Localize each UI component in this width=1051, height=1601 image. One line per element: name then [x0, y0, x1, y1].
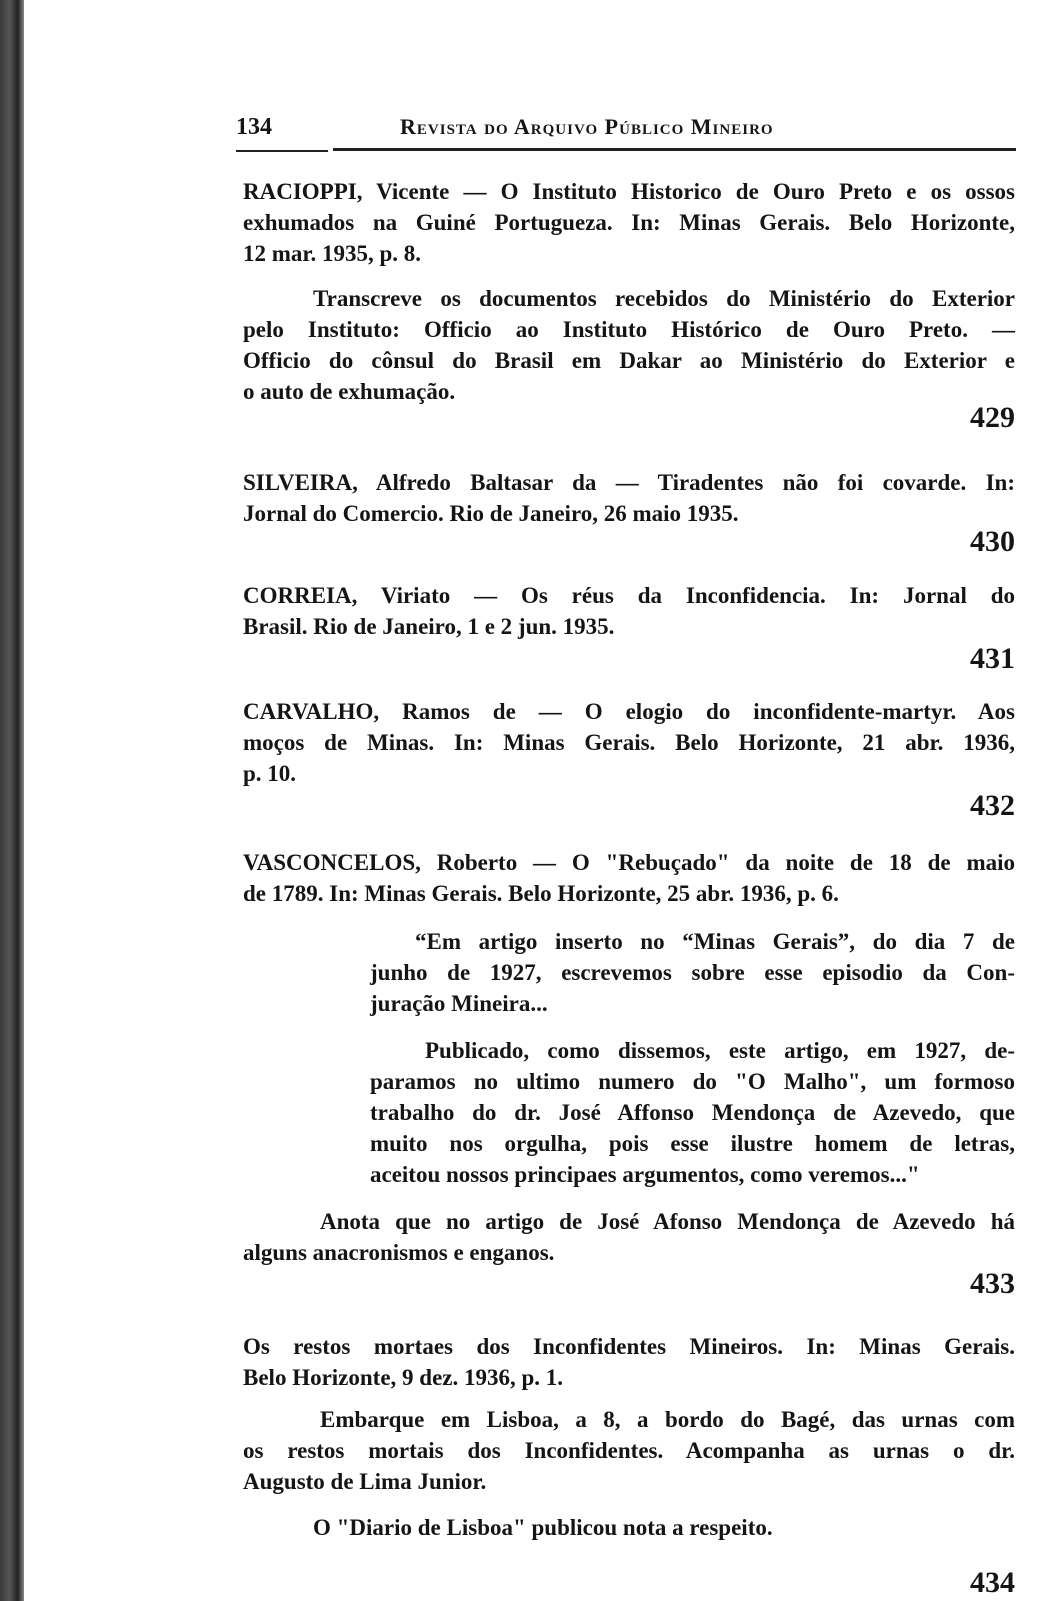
text-line: Officio do cônsul do Brasil em Dakar ao Ministério do Exterior e: [243, 348, 1015, 373]
page-number: 134: [236, 114, 272, 140]
text-line: muito nos orgulha, pois esse ilustre homem de letras,: [370, 1131, 1015, 1156]
text-line: alguns anacronismos e enganos.: [243, 1240, 555, 1265]
text-line: trabalho do dr. José Affonso Mendonça de Azevedo, que: [370, 1100, 1015, 1125]
entry-annotation: [243, 283, 1015, 407]
entry-annotation: [370, 1035, 1015, 1190]
text-line: p. 10.: [243, 761, 297, 786]
header-rule: [333, 148, 1016, 151]
text-line: de 1789. In: Minas Gerais. Belo Horizonte, 25 abr. 1936, p. 6.: [243, 881, 839, 906]
entry-number: 431: [970, 642, 1015, 675]
scanned-book-edge: [0, 0, 24, 1601]
text-line: Embarque em Lisboa, a 8, a bordo do Bagé, das urnas com: [320, 1407, 1015, 1432]
text-line: O "Diario de Lisboa" publicou nota a respeito.: [313, 1515, 773, 1540]
entry-number: 433: [970, 1267, 1015, 1300]
entry-annotation: [243, 1512, 1015, 1543]
text-line: Jornal do Comercio. Rio de Janeiro, 26 maio 1935.: [243, 501, 739, 526]
entry-citation: [243, 467, 1015, 529]
text-line: Anota que no artigo de José Afonso Mendonça de Azevedo há: [320, 1209, 1015, 1234]
text-line: Augusto de Lima Junior.: [243, 1469, 487, 1494]
entry-citation: [243, 696, 1015, 789]
header-rule: [236, 150, 328, 152]
text-line: Belo Horizonte, 9 dez. 1936, p. 1.: [243, 1365, 564, 1390]
text-line: Os restos mortaes dos Inconfidentes Mineiros. In: Minas Gerais.: [243, 1334, 1015, 1359]
text-line: RACIOPPI, Vicente — O Instituto Historico de Ouro Preto e os ossos: [243, 179, 1015, 204]
entry-annotation: [243, 1206, 1015, 1268]
entry-number: 429: [970, 401, 1015, 434]
text-line: os restos mortais dos Inconfidentes. Acompanha as urnas o dr.: [243, 1438, 1015, 1463]
text-line: CORREIA, Viriato — Os réus da Inconfidencia. In: Jornal do: [243, 583, 1015, 608]
text-line: Publicado, como dissemos, este artigo, em 1927, de-: [425, 1038, 1015, 1063]
entry-citation: [243, 176, 1015, 269]
entry-annotation: [243, 1404, 1015, 1497]
text-line: 12 mar. 1935, p. 8.: [243, 241, 422, 266]
text-line: Transcreve os documentos recebidos do Ministério do Exterior: [313, 286, 1015, 311]
text-line: moços de Minas. In: Minas Gerais. Belo Horizonte, 21 abr. 1936,: [243, 730, 1015, 755]
text-line: exhumados na Guiné Portugueza. In: Minas Gerais. Belo Horizonte,: [243, 210, 1015, 235]
entry-citation: [243, 1331, 1015, 1393]
entry-number: 432: [970, 789, 1015, 822]
text-line: juração Mineira...: [370, 991, 548, 1016]
text-line: “Em artigo inserto no “Minas Gerais”, do dia 7 de: [415, 929, 1015, 954]
entry-citation: [243, 847, 1015, 909]
text-line: paramos no ultimo numero do "O Malho", um formoso: [370, 1069, 1015, 1094]
text-line: aceitou nossos principaes argumentos, como veremos...": [370, 1162, 920, 1187]
entry-number: 430: [970, 525, 1015, 558]
entry-annotation: [370, 926, 1015, 1019]
text-line: CARVALHO, Ramos de — O elogio do inconfidente-martyr. Aos: [243, 699, 1015, 724]
text-line: junho de 1927, escrevemos sobre esse episodio da Con-: [370, 960, 1015, 985]
running-header-title: Revista do Arquivo Público Mineiro: [400, 114, 774, 139]
text-line: VASCONCELOS, Roberto — O "Rebuçado" da noite de 18 de maio: [243, 850, 1015, 875]
text-line: pelo Instituto: Officio ao Instituto Histórico de Ouro Preto. —: [243, 317, 1015, 342]
entry-number: 434: [970, 1566, 1015, 1599]
text-line: o auto de exhumação.: [243, 379, 456, 404]
entry-citation: [243, 580, 1015, 642]
text-line: Brasil. Rio de Janeiro, 1 e 2 jun. 1935.: [243, 614, 615, 639]
text-line: SILVEIRA, Alfredo Baltasar da — Tiradentes não foi covarde. In:: [243, 470, 1015, 495]
